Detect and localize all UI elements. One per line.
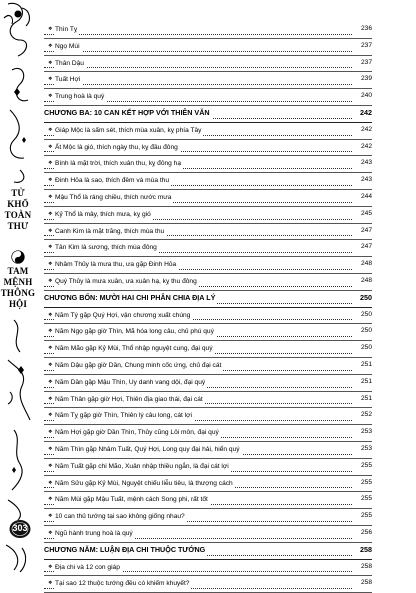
toc-entry[interactable] <box>44 408 372 425</box>
toc-entry[interactable] <box>44 341 372 358</box>
side-title-word: HỘI <box>8 299 28 309</box>
toc-entry[interactable] <box>44 89 372 106</box>
diamond-bullet-icon: ❖ <box>48 177 53 184</box>
toc-entry-title: Năm Thìn gặp Nhâm Tuất, Quý Hợi, Long quy đại hải, hiển quý <box>55 443 242 457</box>
toc-entry-page: 237 <box>359 39 372 53</box>
toc-entry-title: Địa chi và 12 con giáp <box>55 561 122 575</box>
toc-entry[interactable] <box>44 39 372 56</box>
toc-entry-page: 256 <box>359 526 372 540</box>
toc-entry-title: Năm Tý gặp Quý Hợi, vận chương xuất chúng <box>55 309 192 323</box>
diamond-bullet-icon: ❖ <box>48 412 53 419</box>
toc-entry-title: CHƯƠNG NĂM: LUẬN ĐỊA CHI THUỘC TƯỚNG <box>44 543 207 557</box>
toc-entry[interactable] <box>44 72 372 89</box>
toc-chapter-heading[interactable] <box>44 543 372 560</box>
toc-entry-title: 10 can thủ tướng tại sao không giống nhau? <box>55 510 187 524</box>
diamond-bullet-icon: ❖ <box>48 193 53 200</box>
toc-entry-title: Năm Dần gặp Mậu Thìn, Uy danh vang dội, đại quý <box>55 376 207 390</box>
dot-leader <box>44 51 352 52</box>
toc-entry[interactable] <box>44 156 372 173</box>
toc-entry-title: Tuất Hợi <box>55 73 82 87</box>
toc-entry-page: 245 <box>359 207 372 221</box>
toc-entry-page: 251 <box>359 375 372 389</box>
side-title-top <box>0 188 36 232</box>
diamond-bullet-icon: ❖ <box>48 462 53 469</box>
diamond-bullet-icon: ❖ <box>48 160 53 167</box>
toc-entry-title: Kỷ Thổ là mây, thích mưa, kỵ gió <box>55 208 153 222</box>
toc-entry-page: 239 <box>359 72 372 86</box>
toc-entry-page: 258 <box>359 560 372 574</box>
toc-entry-page: 255 <box>359 476 372 490</box>
dot-leader <box>44 84 352 85</box>
side-title-word: MỆNH <box>3 277 33 287</box>
toc-entry-page: 250 <box>359 341 372 355</box>
toc-entry-title: Nhâm Thủy là mưa thu, ưa gặp Đinh Hỏa <box>55 258 178 272</box>
toc-entry-title: Năm Mùi gặp Mậu Tuất, mệnh cách Song phi, rất tốt <box>55 493 210 507</box>
toc-entry[interactable] <box>44 576 372 593</box>
side-title-word: TAM <box>7 266 29 276</box>
toc-entry-page: 251 <box>359 392 372 406</box>
dot-leader <box>44 34 352 35</box>
table-of-contents <box>44 22 372 593</box>
toc-entry-title: Năm Tuất gặp chi Mão, Xuân nhập thiều ngắn, là đại cát lợi <box>55 460 231 474</box>
toc-entry-page: 244 <box>359 190 372 204</box>
diamond-bullet-icon: ❖ <box>48 42 53 49</box>
toc-entry-title: Mậu Thổ là ráng chiều, thích nước mưa <box>55 191 173 205</box>
toc-entry-title: Bính là mặt trời, thích xuân thu, kỵ đông hạ <box>55 157 183 171</box>
toc-entry-page: 243 <box>359 173 372 187</box>
toc-entry-page: 242 <box>359 123 372 137</box>
toc-entry-title: Thân Dậu <box>55 57 86 71</box>
diamond-bullet-icon: ❖ <box>48 26 53 32</box>
side-title-bottom <box>0 266 36 310</box>
toc-entry-page: 248 <box>359 257 372 271</box>
toc-entry[interactable] <box>44 173 372 190</box>
toc-entry-page: 247 <box>359 224 372 238</box>
toc-entry[interactable] <box>44 324 372 341</box>
toc-entry-page: 255 <box>359 459 372 473</box>
diamond-bullet-icon: ❖ <box>48 563 53 570</box>
side-title-word: THƯ <box>7 221 29 231</box>
toc-entry-title: Tại sao 12 thuộc tướng đều có khiếm khuyết? <box>55 577 191 591</box>
toc-entry-page: 253 <box>359 442 372 456</box>
toc-entry-page: 252 <box>359 408 372 422</box>
toc-entry[interactable] <box>44 190 372 207</box>
toc-entry-title: Đinh Hỏa là sao, thích đêm và mùa thu <box>55 174 171 188</box>
diamond-bullet-icon: ❖ <box>48 277 53 284</box>
toc-entry-title: Năm Thân gặp giờ Hợi, Thiên địa giao thái, đại cát <box>55 393 205 407</box>
diamond-bullet-icon: ❖ <box>48 513 53 520</box>
diamond-bullet-icon: ❖ <box>48 328 53 335</box>
diamond-bullet-icon: ❖ <box>48 345 53 352</box>
diamond-bullet-icon: ❖ <box>48 210 53 217</box>
toc-entry-title: Năm Dậu gặp giờ Dần, Chung minh cốc ứng, chủ đại cát <box>55 359 223 373</box>
diamond-bullet-icon: ❖ <box>48 244 53 251</box>
page-number-badge <box>9 519 31 539</box>
diamond-bullet-icon: ❖ <box>48 378 53 385</box>
toc-entry-page: 250 <box>359 324 372 338</box>
toc-entry-title: Năm Mão gặp Kỷ Mùi, Thổ nhập nguyệt cung, đại quý <box>55 342 215 356</box>
toc-entry-page: 242 <box>358 106 372 120</box>
toc-entry[interactable] <box>44 509 372 526</box>
toc-entry-page: 236 <box>359 22 372 36</box>
toc-entry[interactable] <box>44 442 372 459</box>
toc-entry-page: 240 <box>359 89 372 103</box>
diamond-bullet-icon: ❖ <box>48 227 53 234</box>
toc-entry[interactable] <box>44 224 372 241</box>
toc-entry-page: 258 <box>359 576 372 590</box>
diamond-bullet-icon: ❖ <box>48 361 53 368</box>
diamond-bullet-icon: ❖ <box>48 59 53 66</box>
toc-entry-page: 255 <box>359 492 372 506</box>
toc-entry-page: 250 <box>358 291 372 305</box>
toc-entry-page: 247 <box>359 240 372 254</box>
diamond-bullet-icon: ❖ <box>48 93 53 100</box>
toc-entry-title: Thìn Tỵ <box>55 23 79 37</box>
toc-entry-title: Ngọ Mùi <box>55 40 82 54</box>
toc-entry-page: 251 <box>359 358 372 372</box>
toc-entry-page: 258 <box>358 543 372 557</box>
side-title-word: TOÀN <box>4 210 32 220</box>
diamond-bullet-icon: ❖ <box>48 311 53 318</box>
toc-entry-title: CHƯƠNG BA: 10 CAN KẾT HỢP VỚI THIÊN VĂN <box>44 106 212 120</box>
side-title-word: KHỔ <box>7 199 29 209</box>
toc-entry-page: 255 <box>359 509 372 523</box>
toc-entry[interactable] <box>44 140 372 157</box>
toc-entry-title: Trung hoà là quý <box>55 90 106 104</box>
toc-entry[interactable] <box>44 375 372 392</box>
toc-entry-title: Ngũ hành trung hoà là quý <box>55 527 135 541</box>
toc-entry-title: Năm Ngọ gặp giờ Thìn, Mã hóa long câu, chủ phú quý <box>55 325 216 339</box>
diamond-bullet-icon: ❖ <box>48 143 53 150</box>
diamond-bullet-icon: ❖ <box>48 496 53 503</box>
toc-entry[interactable] <box>44 526 372 543</box>
toc-entry-title: Năm Sửu gặp Kỷ Mùi, Nguyệt chiếu liễu tiêu, là thượng cách <box>55 477 235 491</box>
toc-entry-page: 253 <box>359 425 372 439</box>
toc-chapter-heading[interactable] <box>44 291 372 308</box>
diamond-bullet-icon: ❖ <box>48 429 53 436</box>
page-number: 303 <box>12 523 28 533</box>
toc-entry[interactable] <box>44 22 372 39</box>
toc-entry-title: Tân Kim là sương, thích mùa đông <box>55 241 159 255</box>
toc-entry-page: 248 <box>359 274 372 288</box>
toc-entry-title: Ất Mộc là gió, thích ngày thu, kỵ đầu đông <box>55 141 180 155</box>
toc-entry-title: Canh Kim là mặt trăng, thích mùa thu <box>55 225 166 239</box>
diamond-bullet-icon: ❖ <box>48 395 53 402</box>
toc-entry-title: Quý Thủy là mưa xuân, ưa xuân hạ, kỵ thu đông <box>55 275 199 289</box>
toc-entry[interactable] <box>44 240 372 257</box>
dot-leader <box>44 67 352 68</box>
toc-entry[interactable] <box>44 459 372 476</box>
toc-entry[interactable] <box>44 257 372 274</box>
diamond-bullet-icon: ❖ <box>48 479 53 486</box>
toc-entry[interactable] <box>44 476 372 493</box>
toc-entry-title: Năm Hợi gặp giờ Dần Thìn, Thủy cũng Lôi môn, đại quý <box>55 426 221 440</box>
toc-entry[interactable] <box>44 56 372 73</box>
side-title-word: THÔNG <box>0 288 36 298</box>
toc-entry[interactable] <box>44 425 372 442</box>
diamond-bullet-icon: ❖ <box>48 261 53 268</box>
toc-entry[interactable] <box>44 358 372 375</box>
toc-entry-page: 243 <box>359 156 372 170</box>
yin-yang-icon <box>11 250 25 264</box>
toc-entry-page: 242 <box>359 140 372 154</box>
diamond-bullet-icon: ❖ <box>48 126 53 133</box>
diamond-bullet-icon: ❖ <box>48 445 53 452</box>
toc-entry[interactable] <box>44 492 372 509</box>
diamond-bullet-icon: ❖ <box>48 76 53 83</box>
toc-entry[interactable] <box>44 123 372 140</box>
diamond-bullet-icon: ❖ <box>48 529 53 536</box>
toc-entry[interactable] <box>44 308 372 325</box>
toc-entry[interactable] <box>44 274 372 291</box>
toc-entry[interactable] <box>44 207 372 224</box>
toc-chapter-heading[interactable] <box>44 106 372 123</box>
toc-entry[interactable] <box>44 392 372 409</box>
toc-entry-title: CHƯƠNG BỐN: MƯỜI HAI CHI PHÂN CHIA ĐỊA LÝ <box>44 291 217 305</box>
diamond-bullet-icon: ❖ <box>48 580 53 587</box>
toc-entry-title: Giáp Mộc là sấm sét, thích mùa xuân, kỵ phía Tây <box>55 124 203 138</box>
toc-entry-page: 250 <box>359 308 372 322</box>
toc-entry-title: Năm Tỵ gặp giờ Thìn, Thiên lý câu long, cát lợi <box>55 409 194 423</box>
side-title-word: TỬ <box>11 188 25 198</box>
toc-entry[interactable] <box>44 560 372 577</box>
toc-entry-page: 237 <box>359 56 372 70</box>
